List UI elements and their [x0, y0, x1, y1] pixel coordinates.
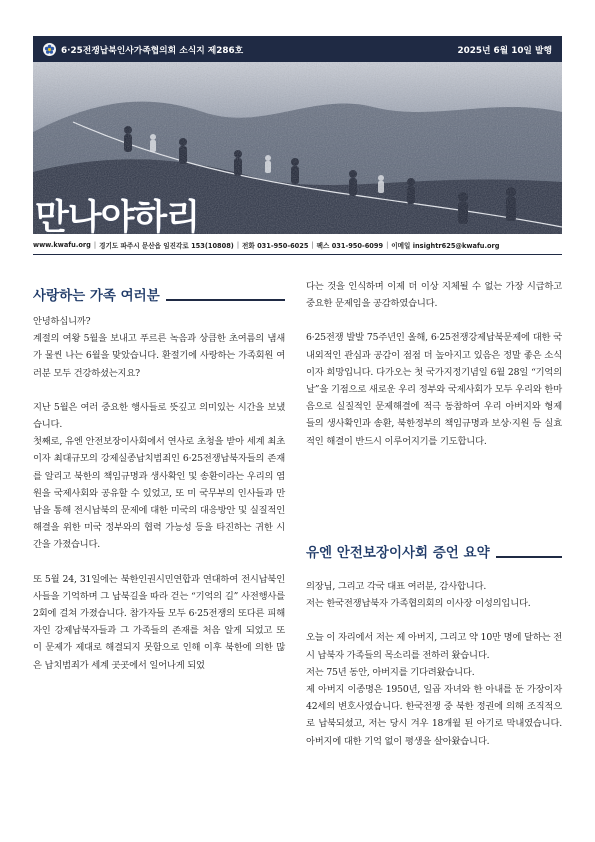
hero-photo	[33, 62, 562, 234]
paragraph: 또 5월 24, 31일에는 북한인권시민연합과 연대하여 전시납북인사들을 기억하며 그 납북길을 따라 걷는 “기억의 길” 사전행사를 2회에 걸쳐 가졌습니다. 참가자들 모두 6·25전쟁의 또다른 피해자인 강제납북자들과 그 가족들의 존재를 처음 알게 되었고 또 이 문제가 제대로 해결되지 못함으로 인해 이후 북한에 의한 많은 납치범죄가 세계 곳곳에서 일어나게 되었	[33, 573, 285, 671]
paragraph: 6·25전쟁 발발 75주년인 올해, 6·25전쟁강제납북문제에 대한 국내외적인 관심과 공감이 점점 더 높아지고 있음은 정말 좋은 소식이자 희망입니다. 다가오는 첫 국가지정기념일 6월 28일 “기억의 날”을 기점으로 새로운 우리 정부와 국제사회가 모두 우리와 한마음으로 실질적인 문제해결에 적극 동참하여 우리 아버지와 형제들의 생사확인과 송환, 북한정부의 책임규명과 보상·지원 등 실효적인 해결이 반드시 이루어지기를 기도합니다.	[306, 332, 562, 447]
paragraph: 계절의 여왕 5월을 보내고 푸르른 녹음과 상큼한 초여름의 냄새가 물씬 나는 6월을 맞았습니다. 환절기에 사랑하는 가족회원 여러분 모두 건강하셨는지요?	[33, 333, 285, 379]
issue-date: 2025년 6월 10일 발행	[457, 45, 552, 56]
paragraph: 안녕하십니까?	[33, 316, 91, 327]
divider: |	[386, 241, 389, 249]
section-heading-un-testimony	[306, 541, 562, 561]
masthead-left	[43, 43, 243, 56]
phone: 전화 031-950-6025	[242, 242, 309, 250]
hero-title: 만나야하리	[35, 198, 200, 234]
divider: |	[93, 241, 97, 249]
paragraph: 오늘 이 자리에서 저는 제 아버지, 그리고 약 10만 명에 달하는 전시 납북자 가족들의 목소리를 전하러 왔습니다.	[306, 632, 562, 661]
testimony-body	[306, 578, 562, 750]
heading-underline	[166, 299, 285, 301]
paragraph-spacer	[33, 554, 285, 571]
paragraph-spacer	[306, 312, 562, 329]
divider: |	[236, 241, 240, 249]
left-column-body	[33, 313, 285, 674]
paragraph: 의장님, 그리고 각국 대표 여러분, 감사합니다.	[306, 581, 487, 592]
email[interactable]: 이메일 insightr625@kwafu.org	[391, 242, 500, 250]
paragraph-spacer	[33, 382, 285, 399]
contact-bar	[33, 238, 562, 252]
paragraph: 저는 한국전쟁납북자 가족협의회의 이사장 이성의입니다.	[306, 598, 531, 610]
right-column-continuation	[306, 278, 562, 450]
website-link[interactable]: www.kwafu.org	[33, 241, 91, 249]
paragraph: 저는 75년 동안, 아버지를 기다려왔습니다.	[306, 666, 475, 678]
paragraph: 제 아버지 이종명은 1950년, 일곱 자녀와 한 아내를 둔 가장이자 42세의 변호사였습니다. 한국전쟁 중 북한 정권에 의해 조직적으로 납북되셨고, 저는 당시 겨우 18개월 된 아기로 막내였습니다. 아버지에 대한 기억 없이 평생을 살아왔습니다.	[306, 684, 562, 747]
section-heading-text: 사랑하는 가족 여러분	[33, 288, 160, 304]
section-heading-family	[33, 284, 285, 304]
section-heading-text: 유엔 안전보장이사회 증언 요약	[306, 545, 490, 561]
divider: |	[311, 241, 314, 249]
paragraph-spacer	[306, 612, 562, 629]
flower-emblem-icon	[43, 43, 56, 56]
heading-underline	[496, 556, 562, 558]
paragraph: 지난 5월은 여러 중요한 행사들로 뜻깊고 의미있는 시간을 보냈습니다.	[33, 401, 285, 431]
fax: 팩스 031-950-6099	[316, 242, 384, 250]
paragraph: 첫째로, 유엔 안전보장이사회에서 연사로 초청을 받아 세계 최초이자 최대규모의 강제실종납치범죄인 6·25전쟁납북자들의 존재를 알리고 북한의 책임규명과 생사확인 및 송환이라는 우리의 염원을 국제사회와 공유할 수 있었고, 또 미 국무부의 인사들과 만남을 통해 전시납북의 문제에 대한 미국의 대응방안 및 실질적인 해결을 위한 미국 정부와의 협력 가능성 등을 타진하는 귀한 시간을 가졌습니다.	[33, 436, 285, 551]
newsletter-title: 6·25전쟁납북인사가족협의회 소식지 제286호	[61, 45, 244, 56]
header-rule	[33, 254, 562, 255]
address: 경기도 파주시 문산읍 임진각로 153(10808)	[99, 242, 234, 250]
masthead	[33, 36, 562, 62]
paragraph: 다는 것을 인식하며 이제 더 이상 지체될 수 없는 가장 시급하고 중요한 문제임을 공감하였습니다.	[306, 281, 562, 310]
